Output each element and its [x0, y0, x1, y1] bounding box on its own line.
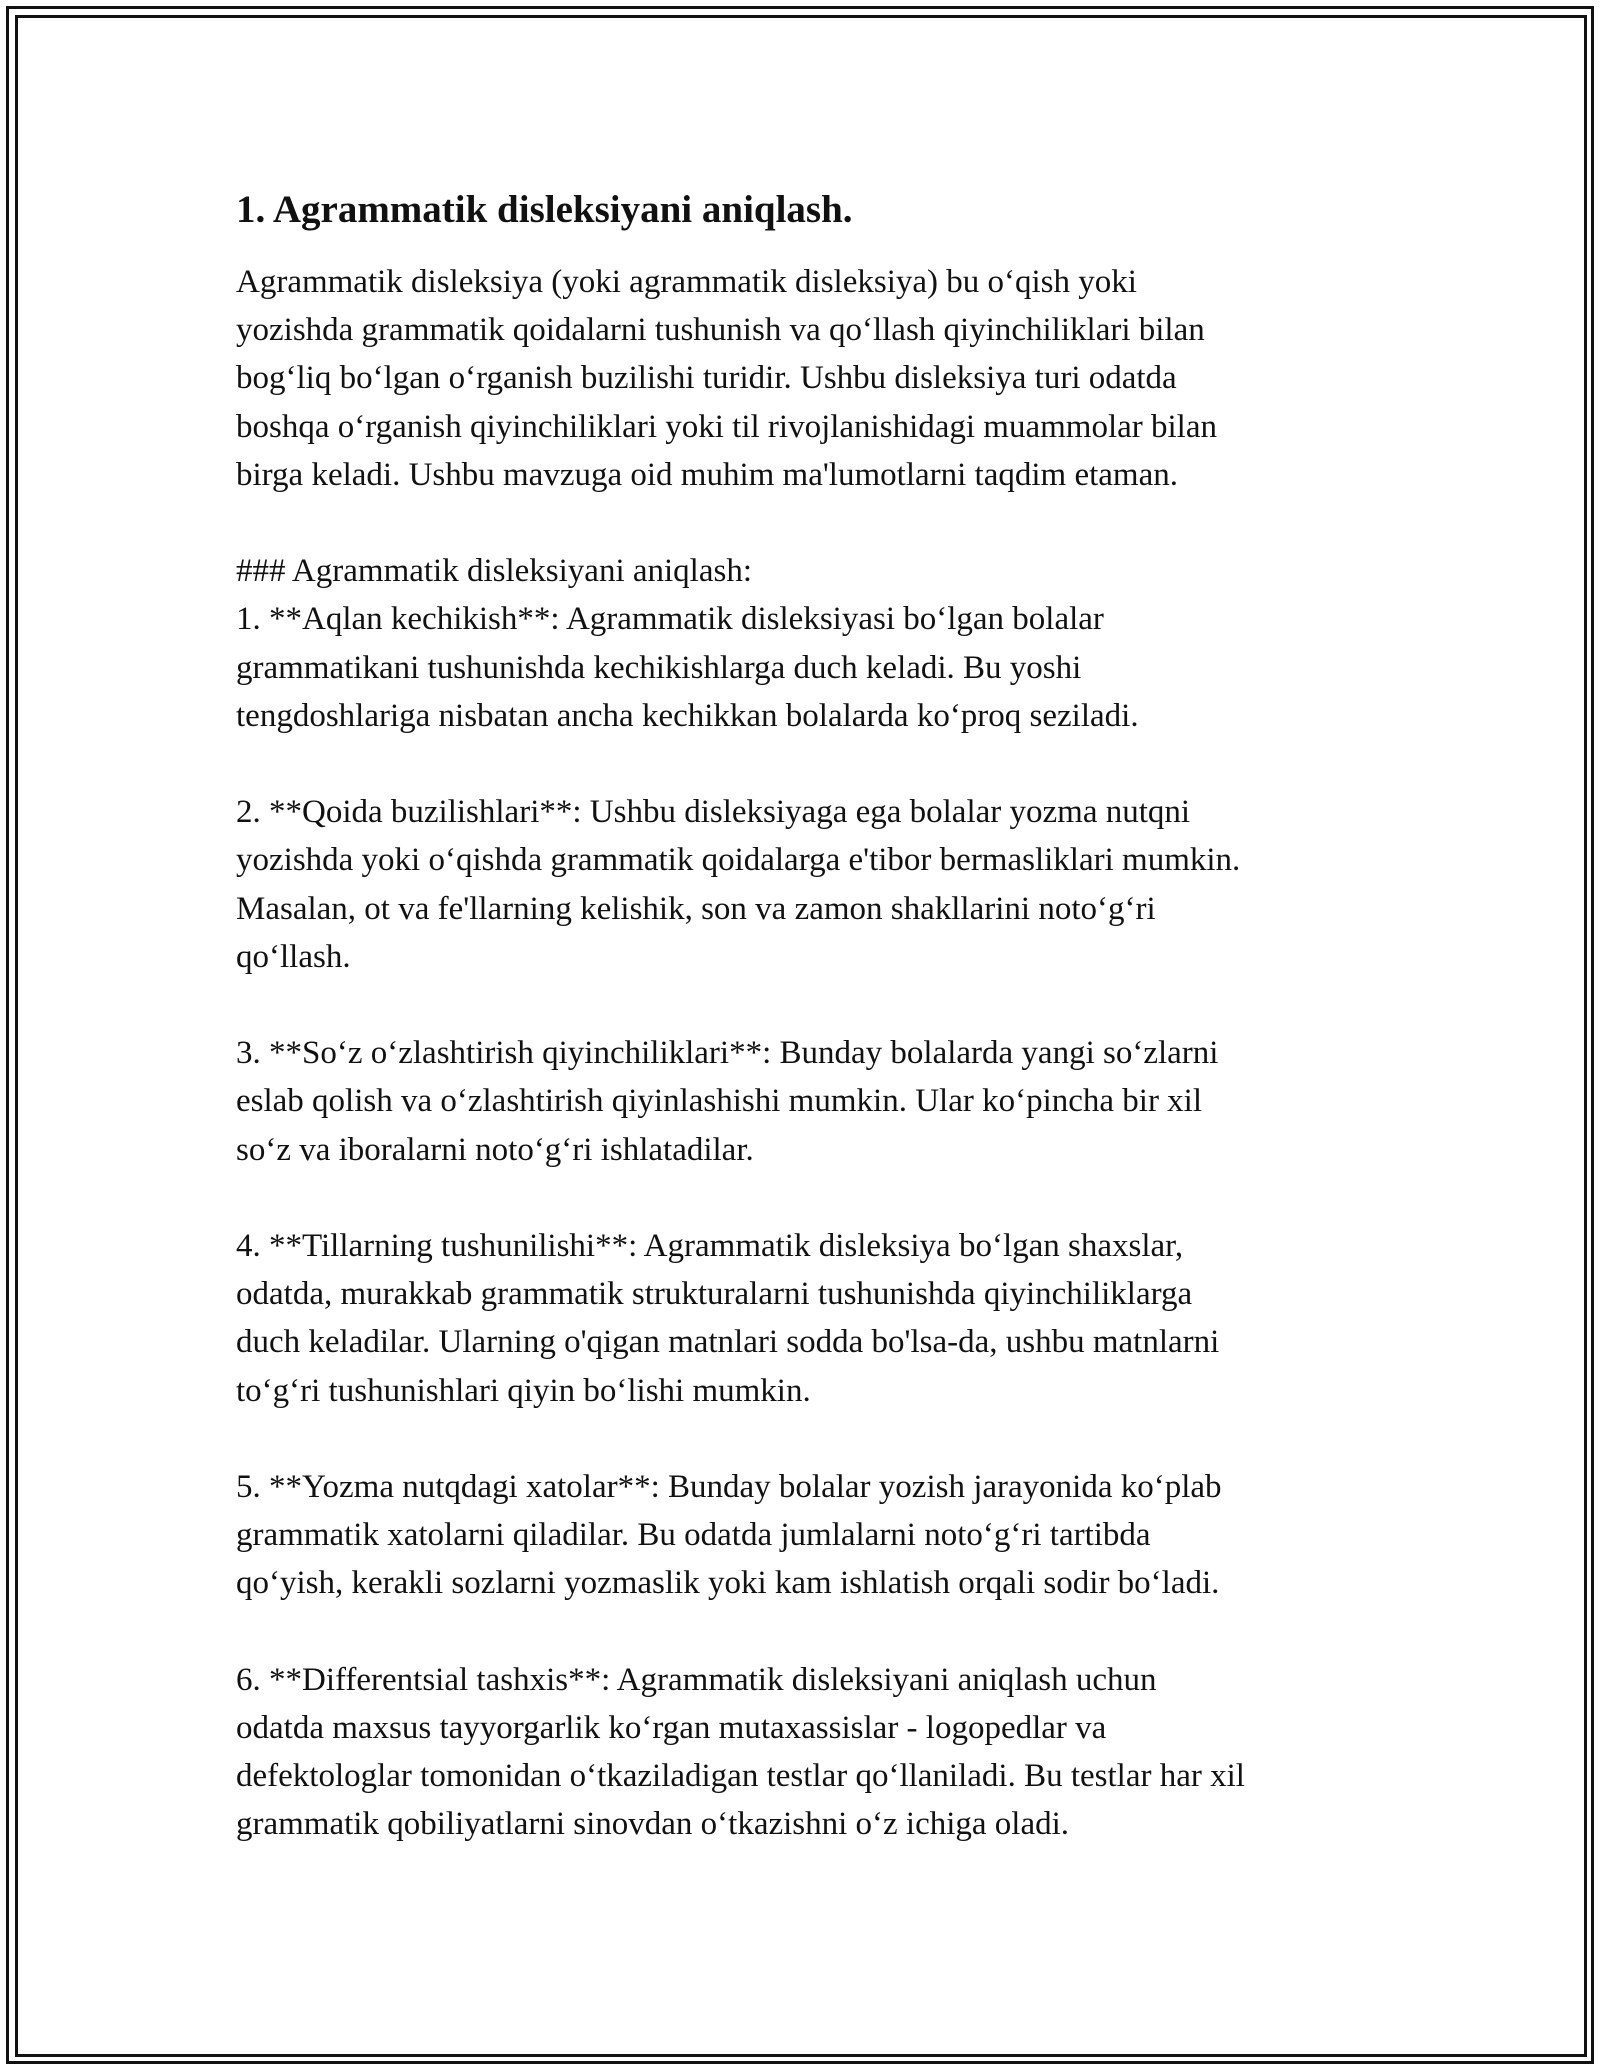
list-item-2 [236, 788, 1386, 981]
text-line: duch keladilar. Ularning o'qigan matnlari sodda bo'lsa-da, ushbu matnlarni [236, 1324, 1220, 1361]
text-line: bog‘liq bo‘lgan o‘rganish buzilishi turidir. Ushbu disleksiya turi odatda [236, 360, 1177, 397]
blank-line [236, 1608, 1386, 1656]
subheading: ### Agrammatik disleksiyani aniqlash: [236, 553, 753, 590]
text-line: 6. **Differentsial tashxis**: Agrammatik disleksiyani aniqlash uchun [236, 1661, 1157, 1698]
blank-line [236, 1174, 1386, 1222]
text-line: eslab qolish va o‘zlashtirish qiyinlashishi mumkin. Ular ko‘pincha bir xil [236, 1083, 1203, 1120]
intro-paragraph [236, 258, 1386, 499]
text-line: Agrammatik disleksiya (yoki agrammatik disleksiya) bu o‘qish yoki [236, 264, 1137, 300]
text-line: grammatik xatolarni qiladilar. Bu odatda jumlalarni noto‘g‘ri tartibda [236, 1517, 1151, 1554]
blank-line [236, 740, 1386, 788]
text-line: 5. **Yozma nutqdagi xatolar**: Bunday bolalar yozish jarayonida ko‘plab [236, 1469, 1222, 1505]
document-body [236, 186, 1386, 1849]
text-line: 1. **Aqlan kechikish**: Agrammatik disleksiyasi bo‘lgan bolalar [236, 601, 1104, 638]
list-item-4 [236, 1222, 1386, 1415]
text-line: tengdoshlariga nisbatan ancha kechikkan bolalarda ko‘proq seziladi. [236, 697, 1139, 734]
text-line: boshqa o‘rganish qiyinchiliklari yoki til rivojlanishidagi muammolar bilan [236, 408, 1217, 445]
text-line: grammatik qobiliyatlarni sinovdan o‘tkazishni o‘z ichiga oladi. [236, 1806, 1070, 1843]
blank-line [236, 1415, 1386, 1463]
text-line: birga keladi. Ushbu mavzuga oid muhim ma'lumotlarni taqdim etaman. [236, 456, 1178, 493]
text-line: 2. **Qoida buzilishlari**: Ushbu disleksiyaga ega bolalar yozma nutqni [236, 794, 1191, 831]
text-line: odatda maxsus tayyorgarlik ko‘rgan mutaxassislar - logopedlar va [236, 1710, 1107, 1746]
text-line: defektologlar tomonidan o‘tkaziladigan testlar qo‘llaniladi. Bu testlar har xil [236, 1758, 1245, 1795]
document-title: 1. Agrammatik disleksiyani aniqlash. [236, 188, 853, 231]
text-line: to‘g‘ri tushunishlari qiyin bo‘lishi mumkin. [236, 1372, 811, 1409]
list-item-3 [236, 1029, 1386, 1174]
text-line: so‘z va iboralarni noto‘g‘ri ishlatadilar. [236, 1131, 754, 1168]
text-line: qo‘yish, kerakli sozlarni yozmaslik yoki kam ishlatish orqali sodir bo‘ladi. [236, 1565, 1220, 1602]
text-line: Masalan, ot va fe'llarning kelishik, son va zamon shakllarini noto‘g‘ri [236, 890, 1156, 927]
blank-line [236, 499, 1386, 547]
blank-line [236, 981, 1386, 1029]
text-line: qo‘llash. [236, 938, 351, 975]
text-line: yozishda yoki o‘qishda grammatik qoidalarga e'tibor bermasliklari mumkin. [236, 842, 1241, 879]
section-block [236, 547, 1386, 740]
text-line: yozishda grammatik qoidalarni tushunish va qo‘llash qiyinchiliklari bilan [236, 312, 1205, 349]
text-line: 4. **Tillarning tushunilishi**: Agrammatik disleksiya bo‘lgan shaxslar, [236, 1228, 1184, 1264]
text-line: odatda, murakkab grammatik strukturalarni tushunishda qiyinchiliklarga [236, 1276, 1193, 1313]
text-line: grammatikani tushunishda kechikishlarga duch keladi. Bu yoshi [236, 649, 1082, 686]
list-item-6 [236, 1656, 1386, 1849]
list-item-1 [236, 595, 1386, 740]
text-line: 3. **So‘z o‘zlashtirish qiyinchiliklari**: Bunday bolalarda yangi so‘zlarni [236, 1035, 1219, 1072]
list-item-5 [236, 1463, 1386, 1608]
